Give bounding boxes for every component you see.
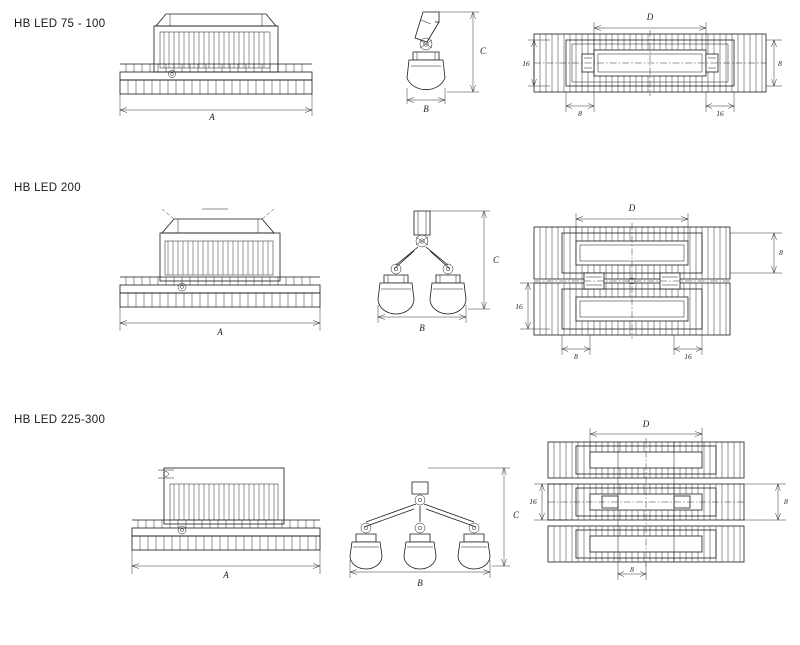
dim-d-75-100: D (646, 12, 654, 22)
top-view-75-100 (520, 4, 785, 129)
dim-8-bottom-75-100: 8 (578, 109, 582, 118)
dim-c-75-100: C (479, 46, 487, 56)
dim-16-left-225-300: 16 (529, 497, 537, 506)
dim-8-right-75-100: 8 (778, 59, 782, 68)
dim-8-right-200: 8 (779, 248, 783, 257)
row-label-hb-led-225-300: HB LED 225-300 (14, 414, 106, 426)
dim-b-75-100: B (423, 104, 429, 114)
row-label-hb-led-200: HB LED 200 (14, 182, 81, 194)
dim-16-left-75-100: 16 (522, 59, 530, 68)
row-label-hb-led-75-100: HB LED 75 - 100 (14, 18, 106, 30)
side-view-225-300 (330, 454, 530, 594)
dim-a-75-100: A (209, 112, 215, 122)
dim-16-bottom-200: 16 (684, 352, 692, 361)
product-row-hb-led-200 (0, 179, 800, 379)
dim-8-bottom-200: 8 (574, 352, 578, 361)
top-view-200 (510, 197, 790, 362)
dim-d-225-300: D (642, 419, 650, 429)
dim-b-200: B (419, 323, 425, 333)
dim-16-bottom-75-100: 16 (716, 109, 724, 118)
product-row-hb-led-75-100 (0, 0, 800, 165)
dim-c-225-300: C (512, 510, 520, 520)
dim-a-225-300: A (223, 570, 229, 580)
side-view-75-100 (395, 4, 505, 129)
product-row-hb-led-225-300 (0, 414, 800, 604)
front-view-200 (108, 205, 358, 345)
dim-a-200: A (217, 327, 223, 337)
top-view-225-300 (528, 419, 793, 597)
dim-d-200: D (628, 203, 636, 213)
dim-8-bottom-225-300: 8 (630, 565, 634, 574)
dim-8-right-225-300: 8 (784, 497, 788, 506)
front-view-75-100 (108, 4, 358, 129)
side-view-200 (368, 205, 508, 345)
dim-b-225-300: B (417, 578, 423, 588)
dim-16-left-200: 16 (515, 302, 523, 311)
dim-c-200: C (492, 255, 500, 265)
front-view-225-300 (108, 454, 358, 594)
